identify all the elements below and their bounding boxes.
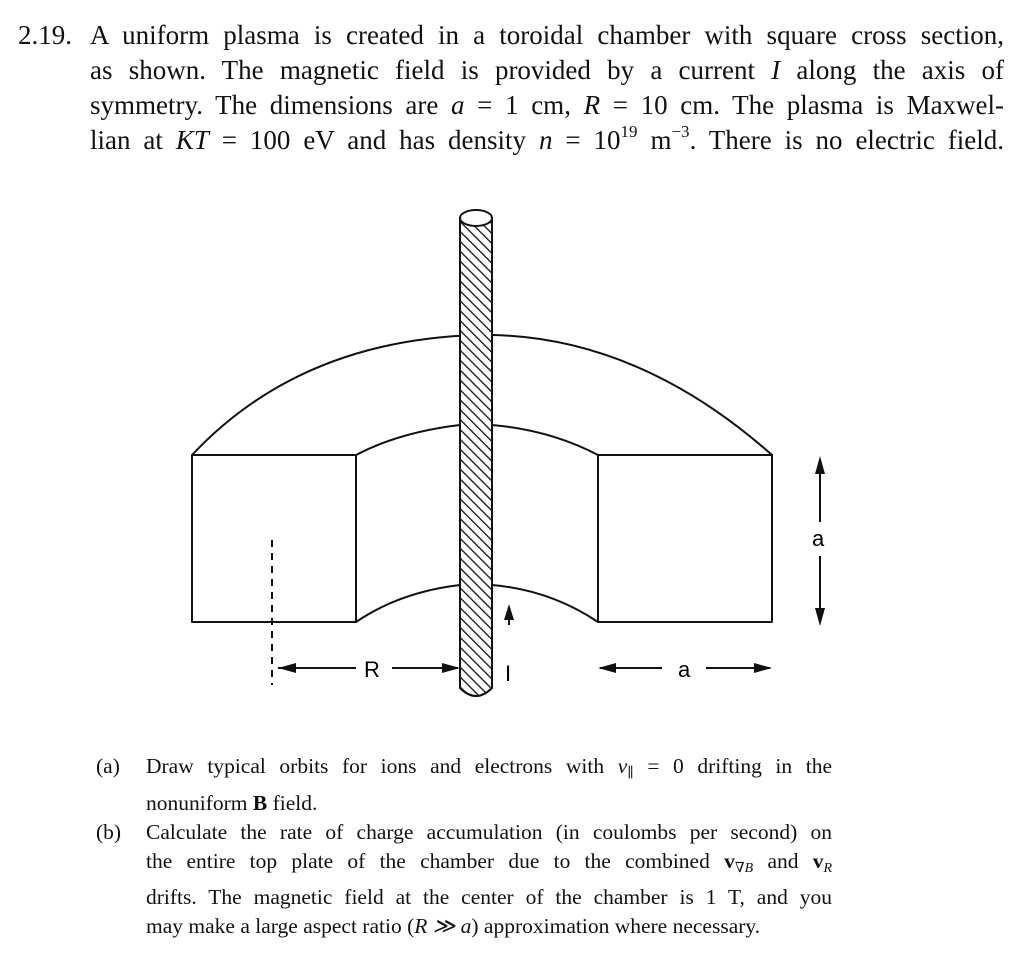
- problem-line-4: lian at KT = 100 eV and has density $n = 10^{19}$ $m^{-3}$. There is no electric field.: [90, 122, 1005, 155]
- right-cross-section: [598, 455, 772, 622]
- problem-line-3: symmetry. The dimensions are a = 1 cm, R = 10 cm. The plasma is Maxwel-: [90, 90, 1005, 120]
- part-a-text: Draw typical orbits for ions and electrons with $v_\parallel = 0$ drifting in the nonuniform B field.: [146, 754, 833, 815]
- current-arrow: [504, 604, 514, 625]
- problem-parts: [96, 752, 832, 940]
- part-a: [96, 752, 832, 817]
- part-b: [96, 818, 832, 940]
- problem-line-1: A uniform plasma is created in a toroidal chamber with square cross section,: [90, 20, 1004, 50]
- r-label: R: [364, 657, 380, 682]
- a-vertical-label: a: [812, 526, 825, 551]
- part-a-label: (a): [96, 754, 120, 778]
- a-horizontal-label: a: [678, 657, 691, 682]
- left-cross-section: [192, 455, 356, 622]
- part-b-label: (b): [96, 820, 122, 844]
- problem-line-2: as shown. The magnetic field is provided by a current I along the axis of: [90, 55, 1005, 85]
- current-label: I: [505, 661, 512, 686]
- current-rod: [460, 210, 492, 696]
- problem-number: 2.19.: [18, 20, 72, 50]
- part-b-text: Calculate the rate of charge accumulation (in coulombs per second) on the entire top plate of the chamber due to the combined $v_{\nabla B}$ and $v_R$ drifts. The magnetic field at the center of the chamber is 1 T, and you may make a large aspect ratio (R ≫ a) approximation where necessary.: [146, 820, 833, 938]
